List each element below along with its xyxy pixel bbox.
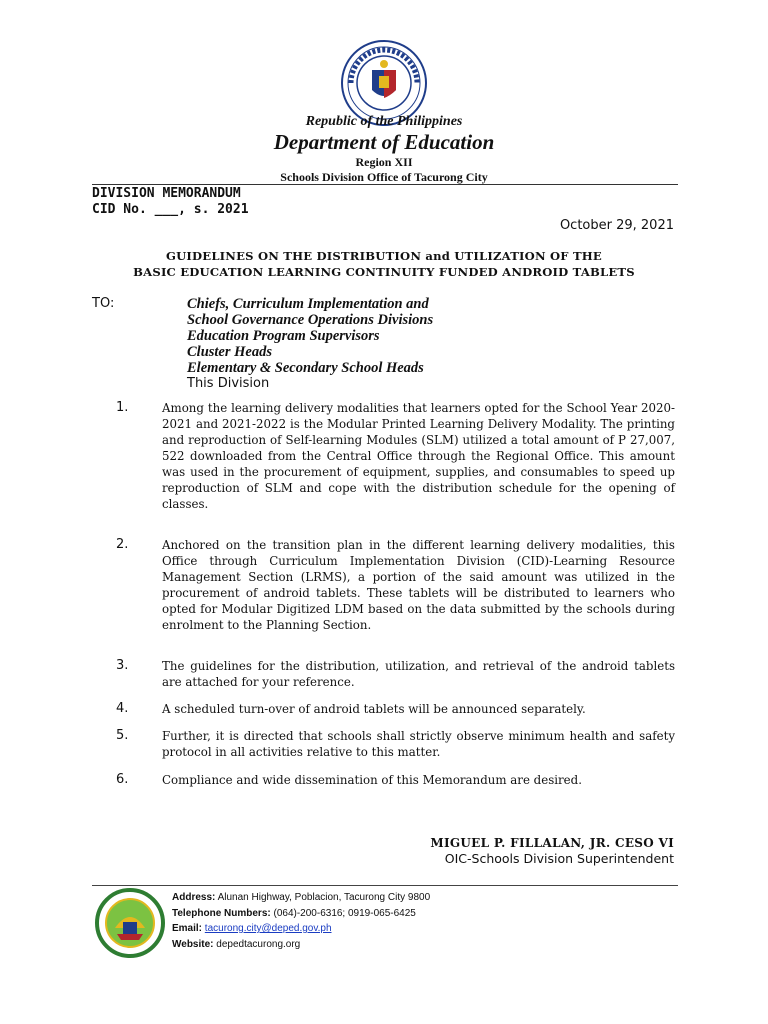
office-heading: Schools Division Office of Tacurong City bbox=[280, 170, 488, 184]
item-number: 3. bbox=[116, 658, 129, 673]
item-text: A scheduled turn-over of android tablets will be announced separately. bbox=[162, 702, 586, 716]
email-link[interactable]: tacurong.city@deped.gov.ph bbox=[204, 923, 332, 934]
footer-contact bbox=[172, 890, 430, 952]
website-label: Website: bbox=[172, 938, 214, 950]
region-heading: Region XII bbox=[355, 155, 413, 169]
signatory-title: OIC-Schools Division Superintendent bbox=[444, 851, 674, 866]
item-number: 5. bbox=[116, 728, 129, 743]
item-text: Further, it is directed that schools shall strictly observe minimum health and safety protocol in all activities relative to this matter. bbox=[162, 729, 675, 759]
item-number: 4. bbox=[116, 701, 129, 716]
recipient-this-division: This Division bbox=[187, 376, 270, 391]
recipient: Chiefs, Curriculum Implementation and bbox=[187, 296, 429, 312]
recipient: School Governance Operations Divisions bbox=[187, 312, 434, 328]
memo-cid-no: CID No. ___, s. 2021 bbox=[92, 202, 249, 217]
item-number: 6. bbox=[116, 772, 129, 787]
address-label: Address: bbox=[172, 892, 216, 903]
subject-line-1: GUIDELINES ON THE DISTRIBUTION and UTILIZATION OF THE bbox=[166, 249, 602, 263]
item-text: Compliance and wide dissemination of this Memorandum are desired. bbox=[162, 773, 582, 787]
signatory-name: MIGUEL P. FILLALAN, JR. CESO VI bbox=[430, 836, 674, 850]
item-number: 1. bbox=[116, 400, 129, 415]
recipients-list bbox=[187, 296, 433, 392]
to-label: TO: bbox=[92, 296, 115, 311]
recipient: Education Program Supervisors bbox=[187, 328, 380, 344]
email-label: Email: bbox=[172, 923, 203, 934]
website-value: depedtacurong.org bbox=[216, 938, 301, 950]
item-number: 2. bbox=[116, 537, 129, 552]
footer-divider bbox=[92, 885, 678, 886]
division-seal-logo bbox=[95, 888, 165, 958]
phone-value: (064)-200-6316; 0919-065-6425 bbox=[273, 907, 416, 919]
item-text: Among the learning delivery modalities that learners opted for the School Year 2020-2021 and 2021-2022 is the Modular Printed Learning Delivery Modality. The printing and reproduction of Self-learning Modules (SLM) utilized a total amount of P 27,007, 522 downloaded from the Central Office through the Regional Office. This amount was used in the procurement of equipment, supplies, and consumables to speed up reproduction of SLM and cope with the distribution schedule for the opening of classes. bbox=[162, 401, 675, 511]
address-value: Alunan Highway, Poblacion, Tacurong City 9800 bbox=[217, 892, 431, 903]
recipient: Elementary & Secondary School Heads bbox=[187, 360, 424, 376]
memo-type: DIVISION MEMORANDUM bbox=[92, 186, 241, 201]
subject-line-2: BASIC EDUCATION LEARNING CONTINUITY FUNDED ANDROID TABLETS bbox=[133, 265, 635, 279]
item-text: The guidelines for the distribution, utilization, and retrieval of the android tablets are attached for your reference. bbox=[162, 659, 675, 689]
header-divider bbox=[92, 184, 678, 185]
recipient: Cluster Heads bbox=[187, 344, 272, 360]
item-text: Anchored on the transition plan in the different learning delivery modalities, this Office through Curriculum Implementation Division (CID)-Learning Resource Management Section (LRMS), a portion of the said amount was utilized in the procurement of android tablets. These tablets will be distributed to learners who opted for Modular Digitized LDM based on the data submitted by the schools during enrolment to the Planning Section. bbox=[162, 538, 675, 632]
republic-heading: Republic of the Philippines bbox=[305, 114, 463, 129]
phone-label: Telephone Numbers: bbox=[172, 907, 271, 919]
department-heading: Department of Education bbox=[273, 130, 495, 154]
memo-date: October 29, 2021 bbox=[559, 218, 674, 233]
